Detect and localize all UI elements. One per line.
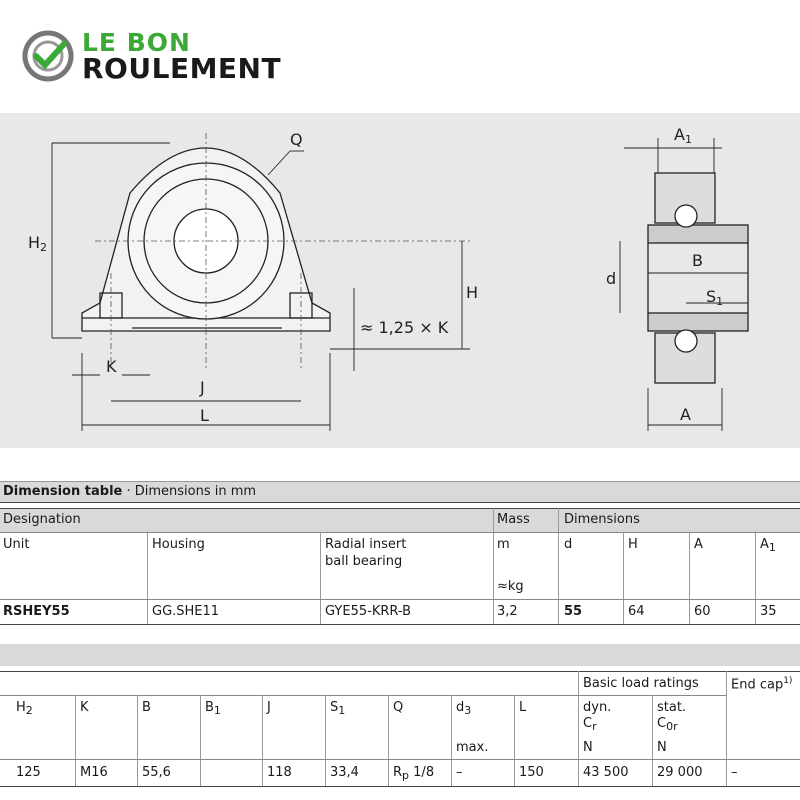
h-B1: $B_1$ <box>205 700 221 717</box>
label-K-factor: ≈ 1,25 × K <box>360 318 449 337</box>
bearing-check-icon <box>22 30 74 82</box>
label-d: d <box>606 269 617 288</box>
row2-S1: 33,4 <box>330 765 359 780</box>
h-L: L <box>519 700 527 715</box>
h-dyn: dyn. <box>583 700 612 715</box>
h-K: K <box>80 700 89 715</box>
label-Q: Q <box>290 130 303 149</box>
h-H: H <box>628 537 638 552</box>
label-A: A <box>680 405 691 424</box>
row-A1: 35 <box>760 604 777 619</box>
h-A1: $A_1$ <box>760 537 776 554</box>
h-B: B <box>142 700 151 715</box>
label-K: K <box>106 357 117 376</box>
row-H: 64 <box>628 604 645 619</box>
h-stat: stat. <box>657 700 687 715</box>
row-insert: GYE55-KRR-B <box>325 604 412 619</box>
row2-J: 118 <box>267 765 292 780</box>
row2-Cr: 43 500 <box>583 765 629 780</box>
label-L: L <box>200 406 209 425</box>
h-insert-2: ball bearing <box>325 554 403 569</box>
row-unit: RSHEY55 <box>3 604 70 619</box>
h-d: d <box>564 537 573 552</box>
label-S1: $S_1$ <box>706 287 724 308</box>
h-unit: Unit <box>3 537 30 552</box>
row2-K: M16 <box>80 765 108 780</box>
row2-H2: 125 <box>16 765 41 780</box>
h-S1: $S_1$ <box>330 700 346 717</box>
h-N1: N <box>583 740 593 755</box>
row2-L: 150 <box>519 765 544 780</box>
h-designation: Designation <box>3 512 81 527</box>
row2-Q: $R_p$ 1/8 <box>393 765 435 782</box>
h-H2: $H_2$ <box>16 700 33 717</box>
logo-line2: ROULEMENT <box>82 52 282 85</box>
h-mass: Mass <box>497 512 530 527</box>
row2-B: 55,6 <box>142 765 171 780</box>
h-A: A <box>694 537 703 552</box>
h-m: m <box>497 537 510 552</box>
logo <box>22 26 322 86</box>
row2-d3: – <box>456 765 463 780</box>
table2-band <box>0 644 800 666</box>
h-basic-load: Basic load ratings <box>583 676 699 691</box>
label-A1: $A_1$ <box>674 125 692 146</box>
pillow-block-drawing <box>0 113 800 448</box>
row2-endcap: – <box>731 765 738 780</box>
h-J: J <box>267 700 271 715</box>
label-H2: $H_2$ <box>28 233 48 254</box>
row-A: 60 <box>694 604 711 619</box>
h-C0r: $C_{0r}$ <box>657 716 678 733</box>
row-mass: 3,2 <box>497 604 518 619</box>
label-B: B <box>692 251 703 270</box>
h-N2: N <box>657 740 667 755</box>
label-J: J <box>200 378 205 397</box>
h-max: max. <box>456 740 489 755</box>
label-H: H <box>466 283 479 302</box>
logo-line1: LE BON <box>82 28 191 57</box>
technical-drawing <box>0 113 800 448</box>
row2-C0r: 29 000 <box>657 765 703 780</box>
table1-header-band <box>0 508 800 532</box>
h-insert-1: Radial insert <box>325 537 407 552</box>
h-Cr: $C_r$ <box>583 716 597 733</box>
h-Q: Q <box>393 700 404 715</box>
h-d3: $d_3$ <box>456 700 472 717</box>
dimension-table-title: Dimension table · Dimensions in mm <box>0 481 800 502</box>
h-endcap: End cap$^{1)}$ <box>731 676 793 693</box>
row-housing: GG.SHE11 <box>152 604 220 619</box>
h-kg: ≈kg <box>497 579 524 594</box>
h-housing: Housing <box>152 537 205 552</box>
row-d: 55 <box>564 604 583 619</box>
h-dimensions: Dimensions <box>564 512 640 527</box>
